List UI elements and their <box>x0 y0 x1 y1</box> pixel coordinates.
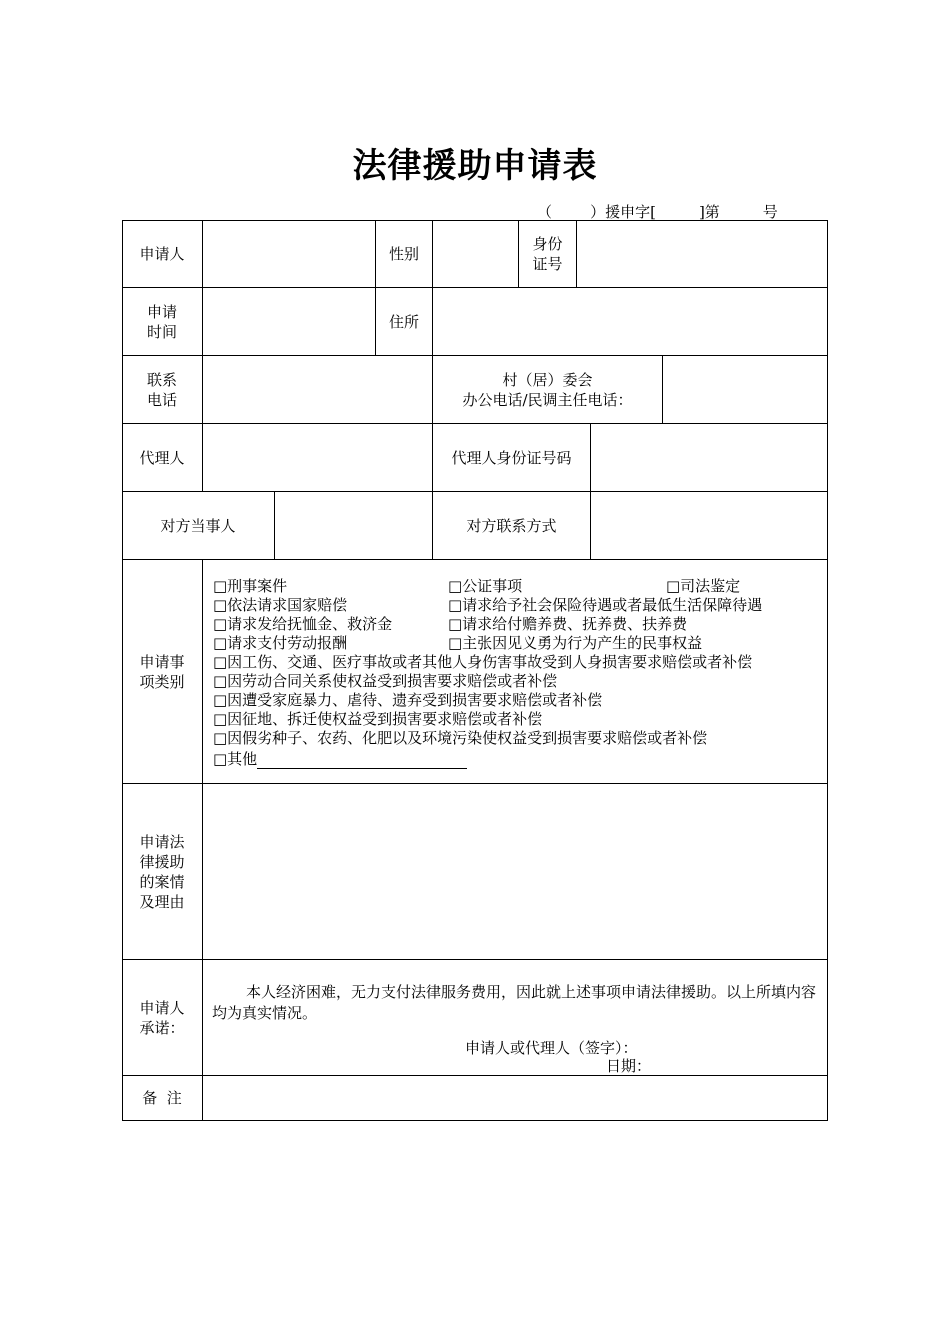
id-number-field[interactable] <box>577 220 827 287</box>
phone-label-line2: 电话 <box>146 390 177 409</box>
option-good-samaritan[interactable]: □主张因见义勇为行为产生的民事权益 <box>448 634 703 652</box>
option-other[interactable] <box>213 750 467 769</box>
option-labor-contract[interactable]: □因劳动合同关系使权益受到损害要求赔偿或者补偿 <box>213 672 558 690</box>
signature-label: 申请人或代理人（签字）： <box>465 1039 638 1057</box>
village-phone-field[interactable] <box>663 356 827 423</box>
option-notary-matter[interactable]: □公证事项 <box>448 577 523 595</box>
document-number <box>537 201 778 222</box>
opposing-party-label: 对方当事人 <box>160 516 236 535</box>
remarks-label: 备 注 <box>142 1089 182 1107</box>
id-label-line2: 证号 <box>532 254 563 273</box>
option-injury-compensation[interactable]: □因工伤、交通、医疗事故或者其他人身伤害事故受到人身损害要求赔偿或者补偿 <box>213 653 753 671</box>
address-label: 住所 <box>388 312 419 331</box>
option-criminal-case[interactable]: □刑事案件 <box>213 577 288 595</box>
reason-label-line2: 律援助 <box>139 852 185 871</box>
doc-close-paren: ）援申字[ <box>590 203 657 221</box>
case-reason-label <box>122 784 202 959</box>
doc-hao: 号 <box>762 203 778 221</box>
time-label-line2: 时间 <box>146 322 177 341</box>
opposing-party-field[interactable] <box>275 492 432 559</box>
village-phone-label <box>433 356 662 423</box>
row-divider <box>122 559 828 560</box>
opposing-contact-field[interactable] <box>591 492 827 559</box>
agent-id-label: 代理人身份证号码 <box>451 448 572 467</box>
id-number-label <box>519 220 576 287</box>
option-other-label: □其他 <box>213 750 258 768</box>
applicant-label: 申请人 <box>139 244 185 263</box>
other-blank-field[interactable] <box>257 754 467 769</box>
option-support-payment[interactable]: □请求给付赡养费、抚养费、扶养费 <box>448 615 688 633</box>
doc-open-paren: （ <box>537 203 553 221</box>
date-label: 日期： <box>606 1057 652 1075</box>
agent-id-field[interactable] <box>591 424 827 491</box>
phone-field[interactable] <box>203 356 432 423</box>
remarks-field[interactable] <box>203 1076 827 1120</box>
option-fake-goods-pollution[interactable]: □因假劣种子、农药、化肥以及环境污染使权益受到损害要求赔偿或者补偿 <box>213 729 708 747</box>
reason-label-line3: 的案情 <box>139 872 185 891</box>
option-social-insurance[interactable]: □请求给予社会保险待遇或者最低生活保障待遇 <box>448 596 763 614</box>
gender-field[interactable] <box>433 220 518 287</box>
gender-label: 性别 <box>388 244 419 263</box>
opposing-contact-label: 对方联系方式 <box>466 516 557 535</box>
matter-label-line1: 申请事 <box>139 652 185 671</box>
phone-label <box>122 356 202 423</box>
applicant-field[interactable] <box>203 220 375 287</box>
matter-category-label <box>122 560 202 783</box>
row-divider <box>122 959 828 960</box>
reason-label-line1: 申请法 <box>139 832 185 851</box>
pledge-label-line2: 承诺： <box>139 1018 185 1037</box>
option-land-demolition[interactable]: □因征地、拆迁使权益受到损害要求赔偿或者补偿 <box>213 710 543 728</box>
pledge-text: 本人经济困难，无力支付法律服务费用，因此就上述事项申请法律援助。以上所填内容均为真实情况。 <box>212 983 817 1022</box>
reason-label-line4: 及理由 <box>139 892 185 911</box>
phone-label-line1: 联系 <box>146 370 177 389</box>
application-time-label <box>122 288 202 355</box>
village-label-line2: 办公电话/民调主任电话： <box>462 390 633 409</box>
form-title: 法律援助申请表 <box>352 146 598 186</box>
agent-label: 代理人 <box>139 448 185 467</box>
option-state-compensation[interactable]: □依法请求国家赔偿 <box>213 596 348 614</box>
option-labor-pay[interactable]: □请求支付劳动报酬 <box>213 634 348 652</box>
matter-label-line2: 项类别 <box>139 672 185 691</box>
agent-field[interactable] <box>203 424 432 491</box>
pledge-label-line1: 申请人 <box>139 998 185 1017</box>
doc-close-bracket: ]第 <box>698 203 720 221</box>
village-label-line1: 村（居）委会 <box>502 370 593 389</box>
case-reason-field[interactable] <box>203 784 827 959</box>
id-label-line1: 身份 <box>532 234 563 253</box>
option-judicial-appraisal[interactable]: □司法鉴定 <box>666 577 741 595</box>
time-label-line1: 申请 <box>146 302 177 321</box>
pledge-label <box>122 960 202 1075</box>
address-field[interactable] <box>433 288 827 355</box>
option-pension-relief[interactable]: □请求发给抚恤金、救济金 <box>213 615 393 633</box>
option-domestic-violence[interactable]: □因遭受家庭暴力、虐待、遗弃受到损害要求赔偿或者补偿 <box>213 691 603 709</box>
application-time-field[interactable] <box>203 288 375 355</box>
